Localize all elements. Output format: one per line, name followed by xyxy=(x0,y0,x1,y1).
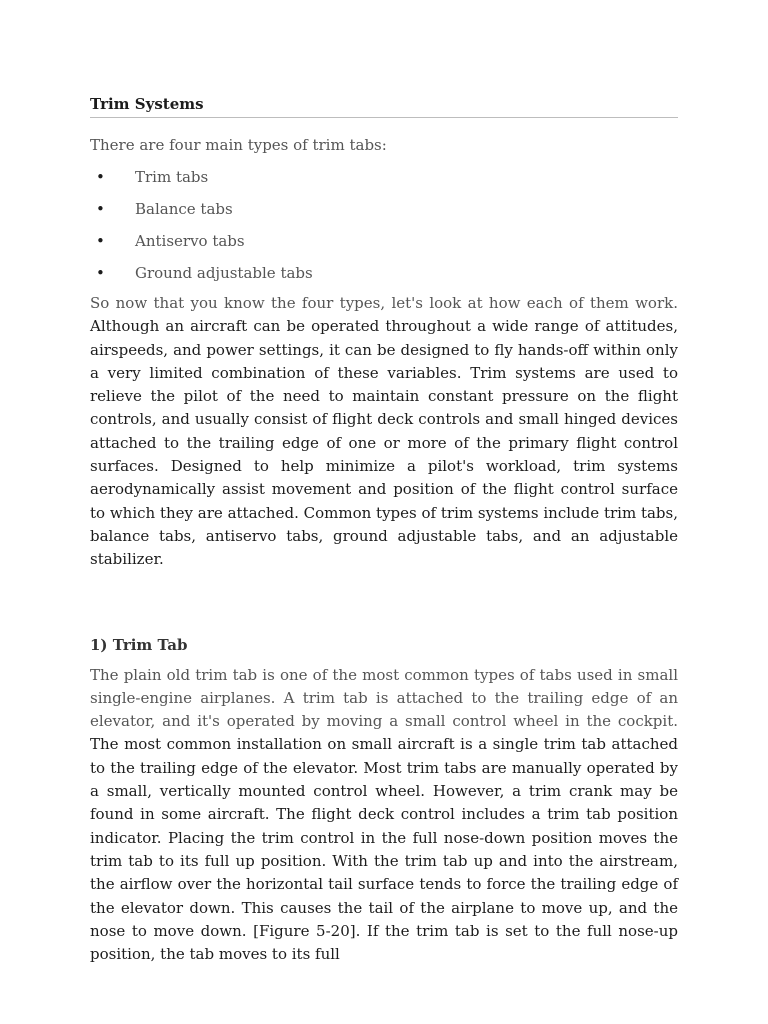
list-item-label: Balance tabs xyxy=(135,200,233,218)
paragraph-rest: The most common installation on small aircraft is a single trim tab attached to the trailing edge of the elevator. Most trim tabs are manually operated by a small, vertically mounted control wheel. However, a trim crank may be found in some aircraft. The flight deck control includes a trim tab position indicator. Placing the trim control in the full nose-down position moves the trim tab to its full up position. With the trim tab up and into the airstream, the airflow over the horizontal tail surface tends to force the trailing edge of the elevator down. This causes the tail of the airplane to move up, and the nose to move down. [Figure 5-20]. If the trim tab is set to the full nose-up position, the tab moves to its full xyxy=(90,735,678,964)
list-item xyxy=(90,198,678,221)
trim-systems-paragraph xyxy=(90,292,678,572)
document-page xyxy=(90,94,678,966)
paragraph-rest: Although an aircraft can be operated throughout a wide range of attitudes, airspeeds, and power settings, it can be designed to fly hands-off within only a very limited combination of these variables. Trim systems are used to relieve the pilot of the need to maintain constant pressure on the flight controls, and usually consist of flight deck controls and small hinged devices attached to the trailing edge of one or more of the primary flight control surfaces. Designed to help minimize a pilot's workload, trim systems aerodynamically assist movement and position of the flight control surface to which they are attached. Common types of trim systems include trim tabs, balance tabs, antiservo tabs, ground adjustable tabs, and an adjustable stabilizer. xyxy=(90,317,678,569)
intro-text: There are four main types of trim tabs: xyxy=(90,136,387,154)
list-item xyxy=(90,166,678,189)
trim-tab-paragraph xyxy=(90,664,678,967)
list-item xyxy=(90,230,678,253)
bullet-icon: • xyxy=(96,264,105,282)
paragraph-lead: The plain old trim tab is one of the most common types of tabs used in small single-engine airplanes. A trim tab is attached to the trailing edge of an elevator, and it's operated by moving a small control wheel in the cockpit. xyxy=(90,665,678,731)
section-title: Trim Systems xyxy=(90,94,678,118)
list-item-label: Ground adjustable tabs xyxy=(135,264,313,282)
bullet-icon: • xyxy=(96,232,105,250)
bullet-icon: • xyxy=(96,168,105,186)
trim-tab-types-list xyxy=(90,166,678,285)
list-item xyxy=(90,262,678,285)
paragraph-lead: So now that you know the four types, let's look at how each of them work. xyxy=(90,294,678,312)
list-item-label: Antiservo tabs xyxy=(135,232,245,250)
trim-tab-heading: 1) Trim Tab xyxy=(90,635,188,654)
list-item-label: Trim tabs xyxy=(135,168,209,186)
bullet-icon: • xyxy=(96,200,105,218)
